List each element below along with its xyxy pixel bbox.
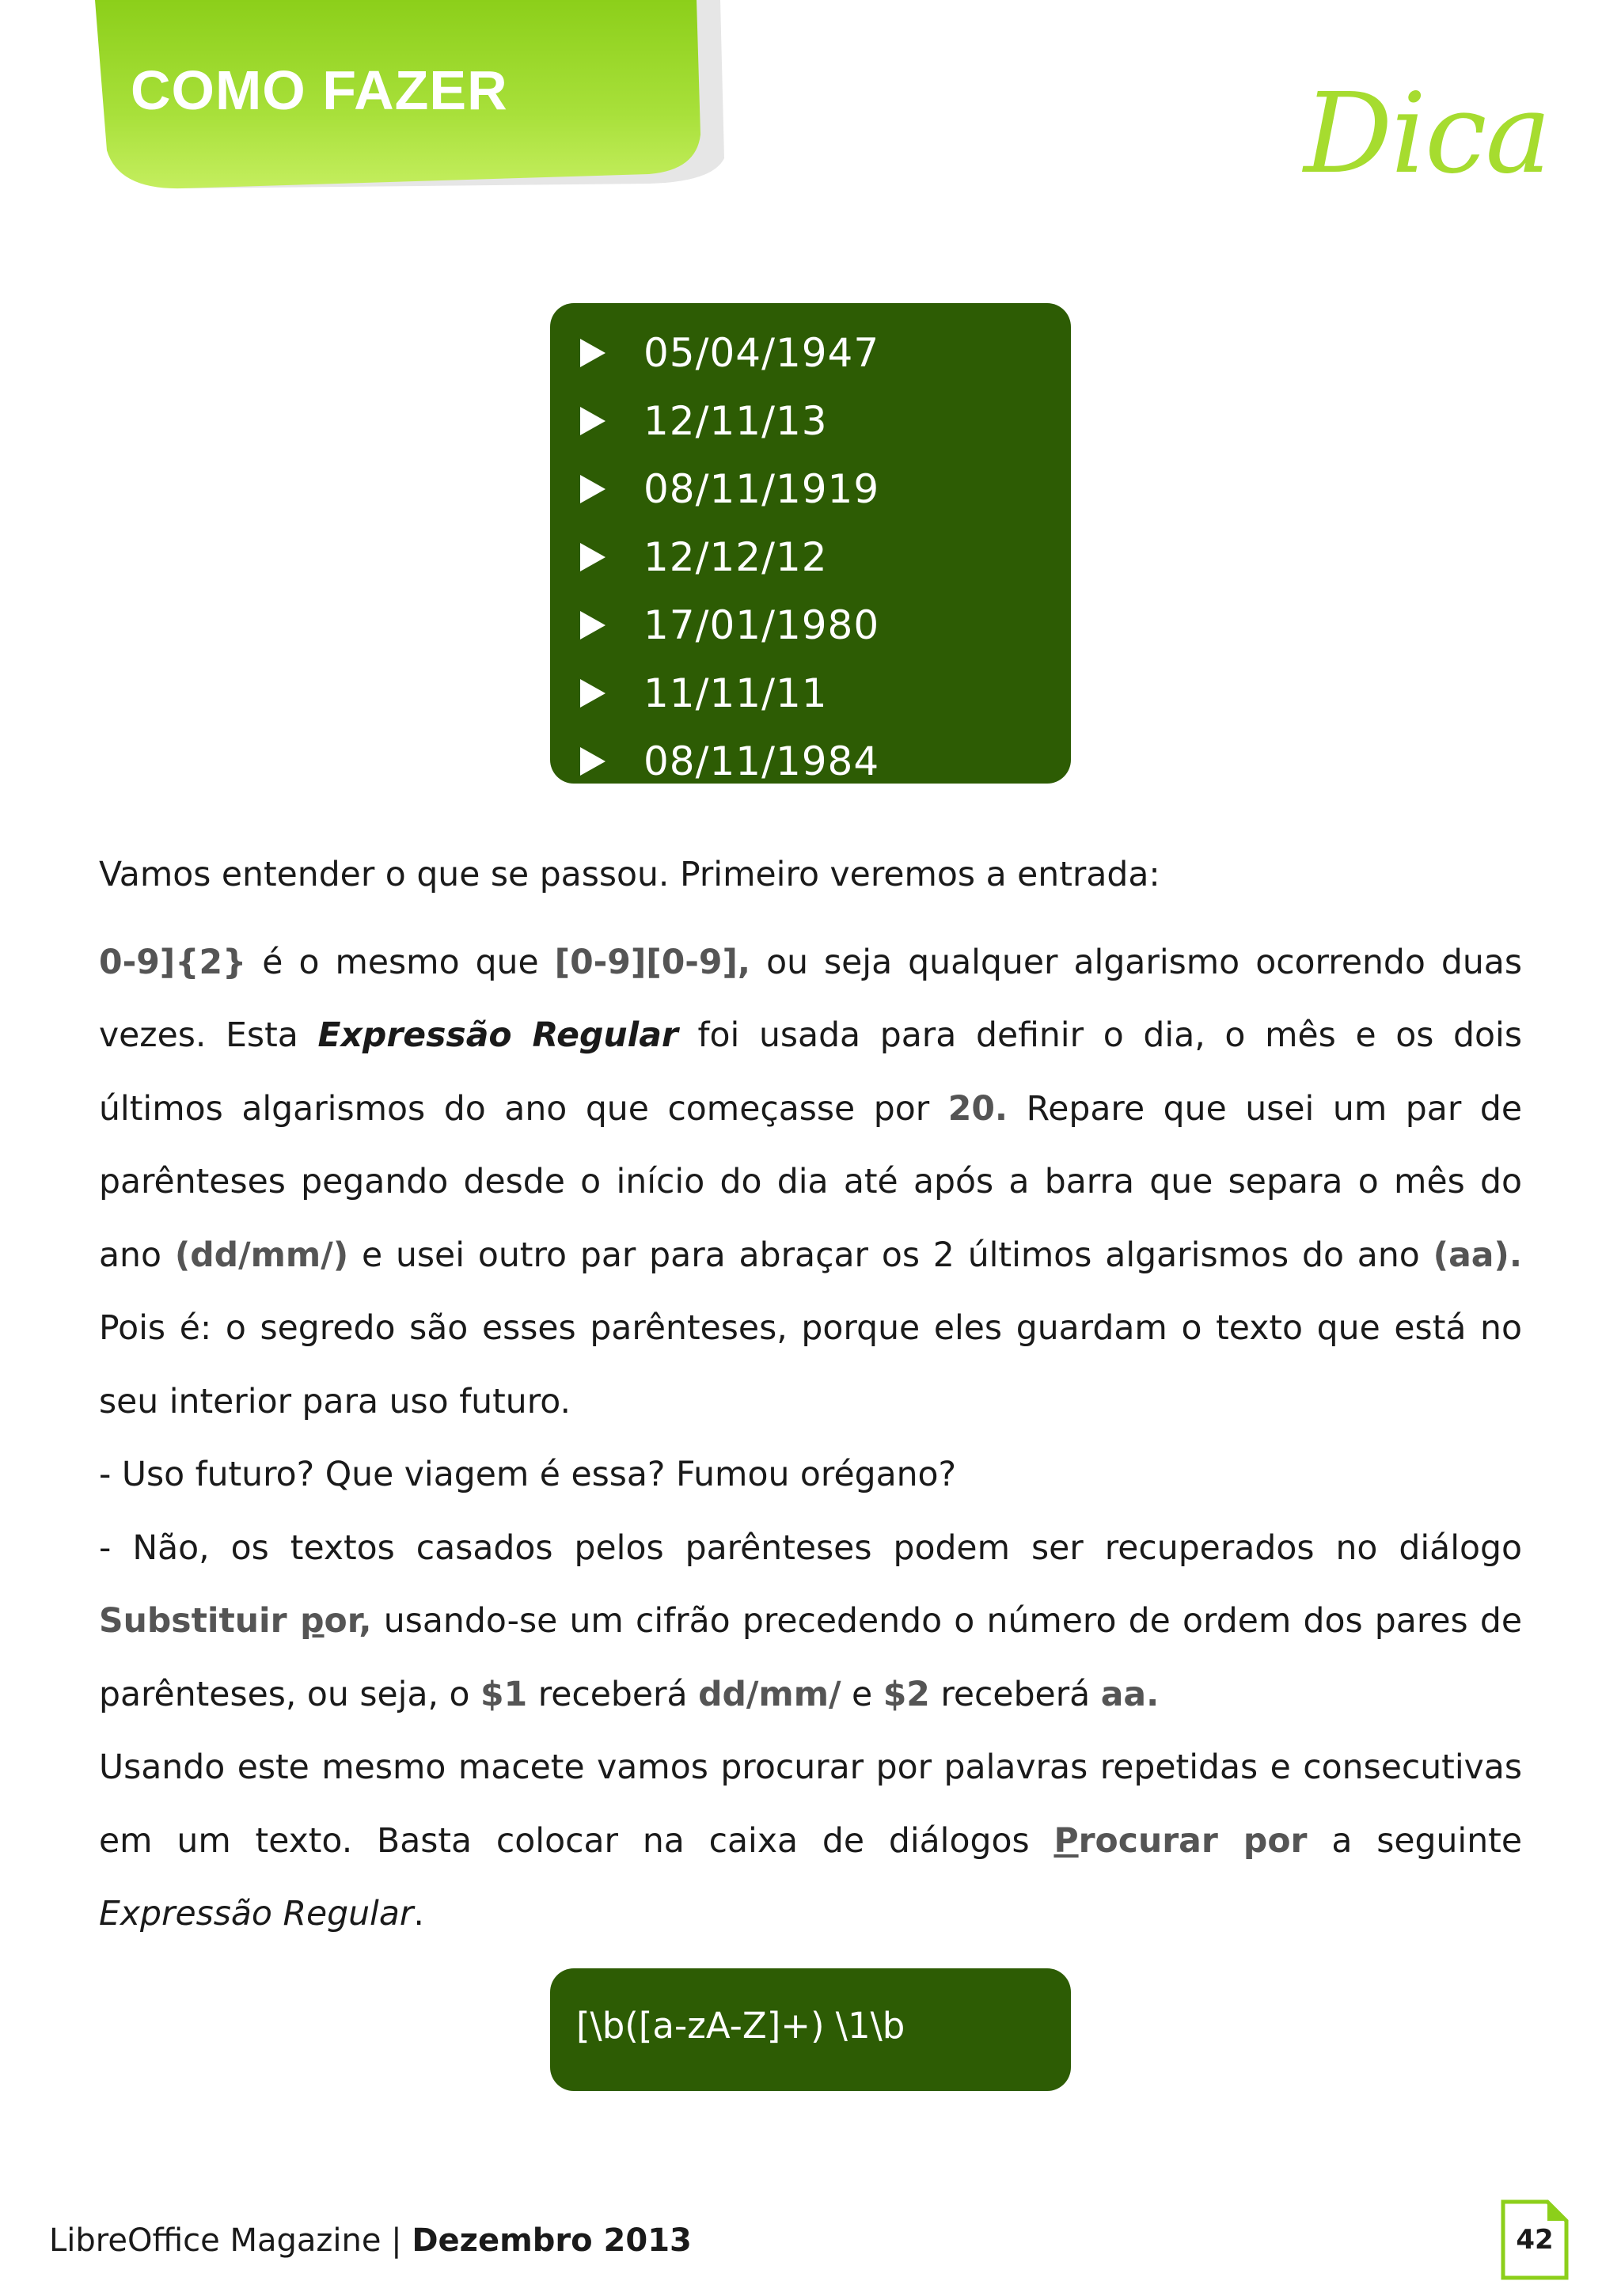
page-number: 42 [1516, 2224, 1554, 2256]
tip-tag: Dica [1304, 70, 1550, 199]
date-item: 11/11/11 [580, 659, 879, 727]
question-paragraph: - Uso futuro? Que viagem é essa? Fumou orégano? [99, 1455, 957, 1494]
repeated-words-paragraph: Usando este mesmo macete vamos procurar por palavras repetidas e consecutivas em um texto. Basta colocar na caixa de diálogos Procurar por a seguinte Expressão Regular. [99, 1748, 1522, 1934]
section-title: COMO FAZER [131, 59, 508, 121]
explanation-paragraph: 0-9]{2} é o mesmo que [0-9][0-9], ou seja qualquer algarismo ocorrendo duas vezes. Esta Expressão Regular foi usada para definir o dia, o mês e os dois últimos algarismos do ano que começasse por 20. Repare que usei um par de parênteses pegando desde o início do dia até após a barra que separa o mês do ano (dd/mm/) e usei outro par para abraçar os 2 últimos algarismos do ano (aa). Pois é: o segredo são esses parênteses, porque eles guardam o texto que está no seu interior para uso futuro. [99, 943, 1522, 1421]
article-body [99, 839, 1522, 1952]
date-item: 08/11/1919 [580, 455, 879, 523]
date-item: 12/11/13 [580, 387, 879, 455]
triangle-bullet-icon [580, 679, 606, 708]
issue-date: Dezembro 2013 [412, 2222, 692, 2259]
date-item: 08/11/1984 [580, 727, 879, 795]
date-item: 12/12/12 [580, 523, 879, 591]
dates-example-box [550, 303, 1071, 784]
triangle-bullet-icon [580, 747, 606, 776]
intro-paragraph: Vamos entender o que se passou. Primeiro veremos a entrada: [99, 856, 1160, 894]
triangle-bullet-icon [580, 407, 606, 435]
date-item: 05/04/1947 [580, 319, 879, 387]
regex-example-box [550, 1968, 1071, 2091]
footer-credit: LibreOffice Magazine | Dezembro 2013 [49, 2222, 692, 2259]
magazine-name: LibreOffice Magazine [49, 2222, 382, 2259]
triangle-bullet-icon [580, 611, 606, 639]
regex-expression: [\b([a-zA-Z]+) \1\b [576, 2005, 905, 2047]
triangle-bullet-icon [580, 543, 606, 571]
dates-list [580, 319, 879, 795]
page-number-badge [1500, 2199, 1570, 2281]
triangle-bullet-icon [580, 339, 606, 367]
date-item: 17/01/1980 [580, 591, 879, 659]
answer-paragraph: - Não, os textos casados pelos parênteses podem ser recuperados no diálogo Substituir por, usando-se um cifrão precedendo o número de ordem dos pares de parênteses, ou seja, o $1 receberá dd/mm/ e $2 receberá aa. [99, 1528, 1522, 1714]
triangle-bullet-icon [580, 475, 606, 503]
